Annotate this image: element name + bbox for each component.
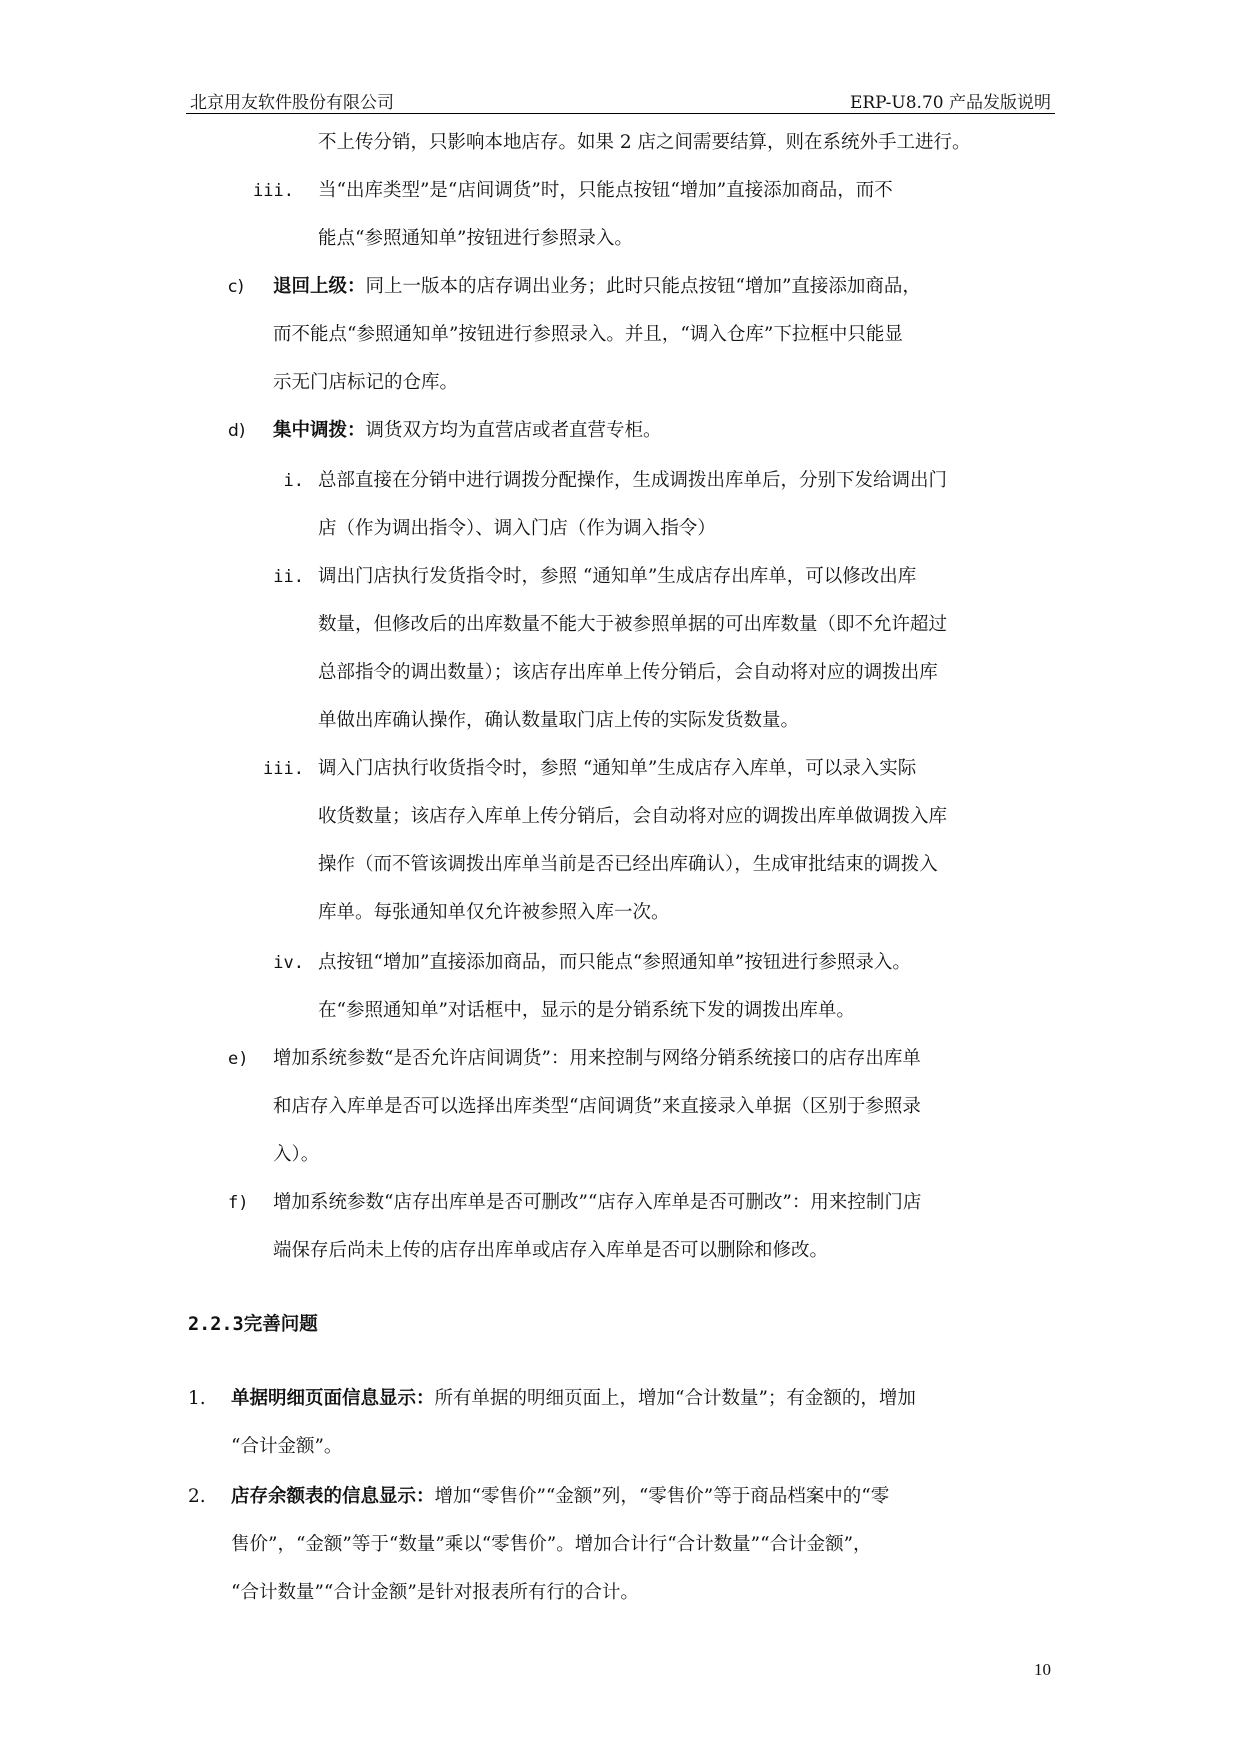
paragraph-line: 而不能点“参照通知单”按钮进行参照录入。并且，“调入仓库”下拉框中只能显: [273, 324, 903, 345]
paragraph-line: 不上传分销，只影响本地店存。如果 2 店之间需要结算，则在系统外手工进行。: [318, 132, 971, 153]
document-title: ERP-U8.70 产品发版说明: [849, 93, 1051, 113]
list-marker: 1.: [188, 1388, 206, 1409]
paragraph-line: 总部指令的调出数量）；该店存出库单上传分销后，会自动将对应的调拨出库: [318, 662, 938, 683]
item-title: 集中调拨：: [273, 420, 366, 441]
paragraph-line: 售价”，“金额”等于“数量”乘以“零售价”。增加合计行“合计数量”“合计金额”，: [231, 1534, 872, 1555]
list-marker: 2.: [188, 1486, 206, 1507]
paragraph-line: 点按钮“增加”直接添加商品，而只能点“参照通知单”按钮进行参照录入。: [318, 952, 911, 973]
list-marker: f): [228, 1193, 249, 1213]
company-name: 北京用友软件股份有限公司: [190, 93, 394, 113]
paragraph-line: 端保存后尚未上传的店存出库单或店存入库单是否可以删除和修改。: [273, 1240, 829, 1261]
paragraph-line: 入）。: [273, 1144, 320, 1165]
page-number: 10: [1034, 1660, 1051, 1679]
paragraph-line: 操作（而不管该调拨出库单当前是否已经出库确认），生成审批结束的调拨入: [318, 854, 938, 875]
list-item: [273, 274, 921, 300]
list-marker: iv.: [273, 953, 304, 973]
item-title: 单据明细页面信息显示：: [231, 1388, 435, 1409]
list-marker: ii.: [273, 567, 304, 587]
paragraph-line: 当“出库类型”是“店间调货”时，只能点按钮“增加”直接添加商品，而不: [318, 180, 893, 201]
list-marker: e): [228, 1049, 249, 1069]
paragraph-line: “合计数量”“合计金额”是针对报表所有行的合计。: [231, 1582, 639, 1603]
paragraph-line: “合计金额”。: [231, 1436, 343, 1457]
item-text: 调货双方均为直营店或者直营专柜。: [365, 420, 662, 441]
section-number: 2.2.3: [188, 1314, 244, 1335]
paragraph-line: 库单。每张通知单仅允许被参照入库一次。: [318, 902, 670, 923]
paragraph-line: 和店存入库单是否可以选择出库类型“店间调货”来直接录入单据（区别于参照录: [273, 1096, 921, 1117]
paragraph-line: 收货数量；该店存入库单上传分销后，会自动将对应的调拨出库单做调拨入库: [318, 806, 948, 827]
item-text: 同上一版本的店存调出业务；此时只能点按钮“增加”直接添加商品，: [365, 276, 921, 297]
list-marker: i.: [283, 471, 304, 491]
list-marker: c): [228, 277, 244, 297]
list-marker: d): [228, 421, 246, 441]
list-item: [231, 1386, 916, 1412]
header-divider: [186, 113, 1055, 114]
list-item: [231, 1484, 889, 1510]
section-heading: [188, 1312, 318, 1338]
item-title: 店存余额表的信息显示：: [231, 1486, 435, 1507]
paragraph-line: 在“参照通知单”对话框中，显示的是分销系统下发的调拨出库单。: [318, 1000, 855, 1021]
paragraph-line: 增加系统参数“是否允许店间调货”：用来控制与网络分销系统接口的店存出库单: [273, 1048, 921, 1069]
paragraph-line: 数量，但修改后的出库数量不能大于被参照单据的可出库数量（即不允许超过: [318, 614, 948, 635]
paragraph-line: 调入门店执行收货指令时，参照 “通知单”生成店存入库单，可以录入实际: [318, 758, 917, 779]
item-text: 增加“零售价”“金额”列，“零售价”等于商品档案中的“零: [434, 1486, 890, 1507]
paragraph-line: 店（作为调出指令）、调入门店（作为调入指令）: [318, 518, 716, 539]
paragraph-line: 增加系统参数“店存出库单是否可删改”“店存入库单是否可删改”：用来控制门店: [273, 1192, 922, 1213]
list-marker: iii.: [263, 759, 304, 779]
paragraph-line: 示无门店标记的仓库。: [273, 372, 459, 393]
paragraph-line: 总部直接在分销中进行调拨分配操作，生成调拨出库单后，分别下发给调出门: [318, 470, 948, 491]
list-marker: iii.: [253, 181, 294, 201]
paragraph-line: 调出门店执行发货指令时，参照 “通知单”生成店存出库单，可以修改出库: [318, 566, 917, 587]
list-item: [273, 418, 662, 444]
item-title: 退回上级：: [273, 276, 366, 297]
section-title: 完善问题: [243, 1314, 318, 1335]
item-text: 所有单据的明细页面上，增加“合计数量”；有金额的，增加: [434, 1388, 916, 1409]
paragraph-line: 单做出库确认操作，确认数量取门店上传的实际发货数量。: [318, 710, 800, 731]
paragraph-line: 能点“参照通知单”按钮进行参照录入。: [318, 228, 633, 249]
